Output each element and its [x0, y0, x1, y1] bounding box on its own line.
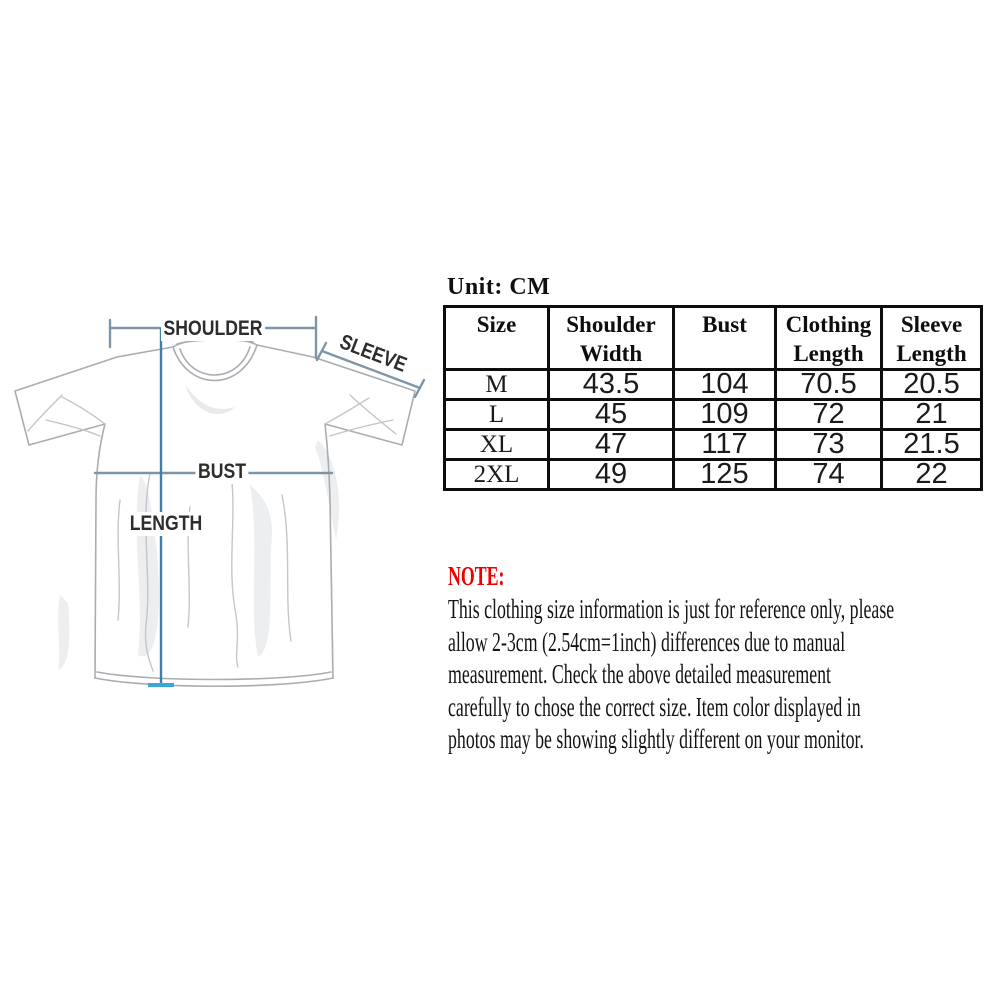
- size-table-header-row: [445, 307, 982, 370]
- measurement-cell: 104: [674, 370, 776, 400]
- measurement-cell: 21: [882, 400, 982, 430]
- size-chart-section: [443, 274, 980, 491]
- measurement-cell: 74: [776, 460, 882, 490]
- tshirt-diagram: [0, 295, 440, 705]
- size-table-row: [445, 400, 982, 430]
- size-cell: 2XL: [445, 460, 549, 490]
- bust-dim-label: BUST: [195, 460, 248, 484]
- measurement-cell: 70.5: [776, 370, 882, 400]
- measurement-cell: 47: [549, 430, 674, 460]
- note-section: [448, 560, 1002, 756]
- size-table-header-cell: Shoulder Width: [549, 307, 674, 370]
- measurement-cell: 20.5: [882, 370, 982, 400]
- size-cell: XL: [445, 430, 549, 460]
- measurement-cell: 125: [674, 460, 776, 490]
- measurement-cell: 73: [776, 430, 882, 460]
- shoulder-dim-label: SHOULDER: [161, 317, 265, 341]
- note-line: carefully to chose the correct size. Item color displayed in: [448, 691, 861, 722]
- size-table-header-cell: Size: [445, 307, 549, 370]
- unit-label: Unit: CM: [447, 274, 551, 300]
- size-table-header-cell: Sleeve Length: [882, 307, 982, 370]
- measurement-cell: 49: [549, 460, 674, 490]
- length-dim-label: LENGTH: [127, 512, 205, 536]
- measurement-cell: 43.5: [549, 370, 674, 400]
- measurement-cell: 22: [882, 460, 982, 490]
- note-title: NOTE:: [448, 561, 505, 591]
- measurement-cell: 117: [674, 430, 776, 460]
- note-line: allow 2-3cm (2.54cm=1inch) differences due to manual: [448, 626, 846, 657]
- size-cell: M: [445, 370, 549, 400]
- note-body: [448, 593, 1002, 756]
- size-cell: L: [445, 400, 549, 430]
- measurement-cell: 72: [776, 400, 882, 430]
- size-table-row: [445, 370, 982, 400]
- size-table-row: [445, 430, 982, 460]
- size-table-header-cell: Clothing Length: [776, 307, 882, 370]
- note-line: This clothing size information is just for reference only, please: [448, 594, 895, 624]
- measurement-cell: 109: [674, 400, 776, 430]
- note-line: measurement. Check the above detailed measurement: [448, 659, 831, 689]
- size-table: [443, 305, 983, 491]
- measurement-cell: 21.5: [882, 430, 982, 460]
- measurement-cell: 45: [549, 400, 674, 430]
- size-table-row: [445, 460, 982, 490]
- note-line: photos may be showing slightly different on your monitor.: [448, 724, 864, 754]
- size-table-header-cell: Bust: [674, 307, 776, 370]
- sleeve-dim-label: SLEEVE: [336, 330, 410, 377]
